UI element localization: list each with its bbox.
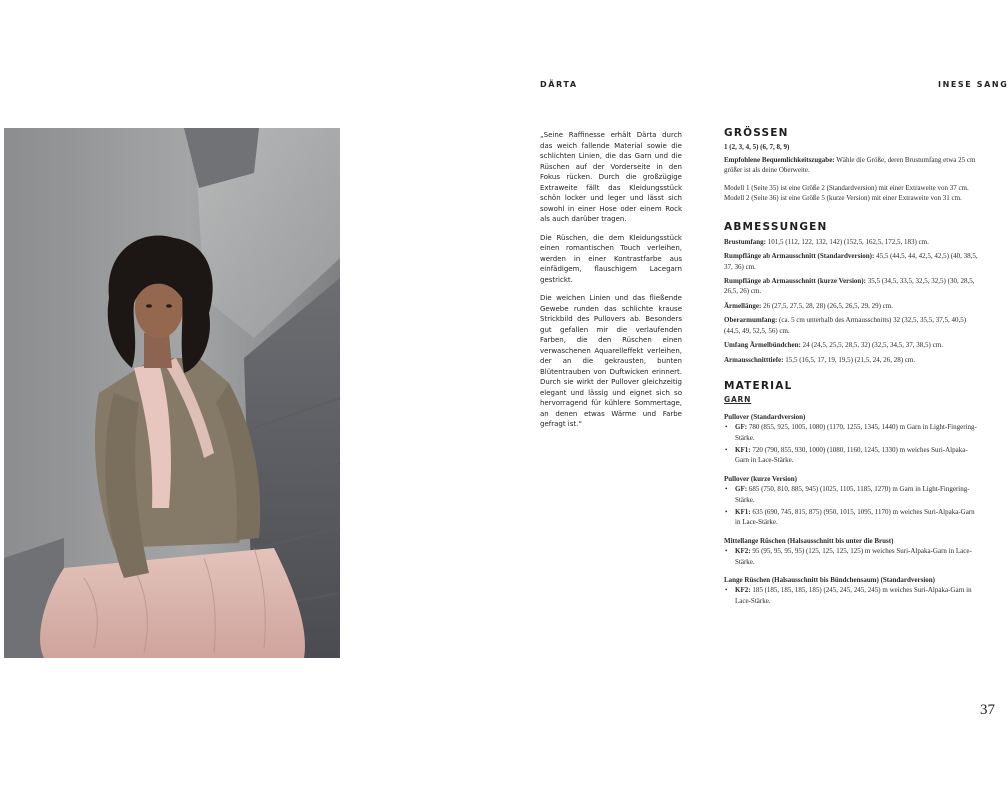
- yarn-list: [724, 422, 978, 466]
- intro-text: [540, 130, 682, 438]
- yarn-item: • KF1: 635 (690, 745, 815, 875) (950, 1015, 1095, 1170) m weiches Suri-Alpaka-Garn in Lace-Stärke.: [724, 507, 978, 528]
- running-header-author: INESE SANG: [938, 80, 1008, 89]
- ease-label: Empfohlene Bequemlichkeitszugabe:: [724, 155, 835, 164]
- ease-recommendation: [724, 155, 978, 176]
- section-heading-abmessungen: ABMESSUNGEN: [724, 221, 828, 234]
- subheading-garn: GARN: [724, 395, 752, 405]
- yarn-item: • KF1: 720 (790, 855, 930, 1000) (1080, 1160, 1245, 1330) m weiches Suri-Alpaka-Garn in Lace-Stärke.: [724, 445, 978, 466]
- yarn-list: [724, 585, 978, 606]
- yarn-group-title: Lange Rüschen (Halsausschnitt bis Bündchensaum) (Standardversion): [724, 576, 936, 584]
- measurement-item: Brustumfang: 101,5 (112, 122, 132, 142) (152,5, 162,5, 172,5, 183) cm.: [724, 237, 929, 246]
- specifications-column: [724, 128, 978, 614]
- yarn-group-title: Pullover (Standardversion): [724, 412, 806, 421]
- page-number: 37: [980, 702, 995, 718]
- yarn-item: • GF: 685 (750, 810, 885, 945) (1025, 1105, 1185, 1270) m Garn in Light-Fingering-Stärke.: [724, 484, 978, 505]
- yarn-list: [724, 546, 978, 567]
- measurement-item: Ärmellänge: 26 (27,5, 27,5, 28, 28) (26,5, 26,5, 29, 29) cm.: [724, 301, 893, 310]
- measurement-item: Rumpflänge ab Armausschnitt (Standardversion): 45,5 (44,5, 44, 42,5, 42,5) (40, 38,5, 37, 36) cm.: [724, 252, 978, 271]
- measurement-item: Rumpflänge ab Armausschnitt (kurze Version): 35,5 (34,5, 33,5, 32,5, 32,5) (30, 28,5, 26,5, 26) cm.: [724, 277, 975, 296]
- yarn-item: • KF2: 185 (185, 185, 185, 185) (245, 245, 245, 245) m weiches Suri-Alpaka-Garn in Lace-Stärke.: [724, 585, 978, 606]
- yarn-list: [724, 484, 978, 528]
- yarn-group-title: Pullover (kurze Version): [724, 474, 797, 483]
- measurement-item: Oberarmumfang: (ca. 5 cm unterhalb des Armausschnitts) 32 (32,5, 35,5, 37,5, 40,5) (44,5, 49, 52,5, 56) cm.: [724, 316, 967, 335]
- intro-paragraph: Die Rüschen, die dem Kleidungsstück einen romantischen Touch verleihen, werden in einer Kontrastfarbe aus einfädigem, flauschigem Lacegarn gestrickt.: [540, 233, 682, 284]
- intro-paragraph: Die weichen Linien und das fließende Gewebe runden das schlichte krause Strickbild des Pullovers ab. Besonders gut gefallen mir die verlaufenden Farben, die den Rüschen einen verwaschenen Aquarelleffekt verleihen, der an die gekrausten, bunten Blütentrauben von Duftwicken erinnert. Durch sie wirkt der Pullover gleichzeitig elegant und lässig und eignet sich so hervorragend für kühlere Sommertage, an denen etwas Wärme und Farbe gefragt ist.“: [540, 294, 682, 428]
- section-heading-groessen: GRÖSSEN: [724, 127, 789, 139]
- section-heading-material: MATERIAL: [724, 379, 793, 392]
- yarn-item: • KF2: 95 (95, 95, 95, 95) (125, 125, 125, 125) m weiches Suri-Alpaka-Garn in Lace-Stärke.: [724, 546, 978, 567]
- running-header-title: DÄRTA: [540, 80, 578, 89]
- size-list: 1 (2, 3, 4, 5) (6, 7, 8, 9): [724, 143, 790, 152]
- intro-paragraph: „Seine Raffinesse erhält Därta durch das weich fallende Material sowie die schlichten Linien, die das Garn und die Rüschen auf der Vorderseite in den Fokus rücken. Durch die großzügige Extraweite fällt das Kleidungsstück schön locker und leger und lässt sich sowohl in einer Hose oder einem Rock als auch darüber tragen.: [540, 131, 682, 223]
- yarn-group-title: Mittellange Rüschen (Halsausschnitt bis unter die Brust): [724, 536, 894, 545]
- measurement-item: Umfang Ärmelbündchen: 24 (24,5, 25,5, 28,5, 32) (32,5, 34,5, 37, 38,5) cm.: [724, 341, 943, 350]
- yarn-item: • GF: 780 (855, 925, 1005, 1080) (1170, 1255, 1345, 1440) m Garn in Light-Fingering-Stärke.: [724, 422, 978, 443]
- model-photo: [4, 128, 340, 658]
- model-sizes-note: Modell 1 (Seite 35) ist eine Größe 2 (Standardversion) mit einer Extraweite von 37 cm. Modell 2 (Seite 36) ist eine Größe 5 (kurze Version) mit einer Extraweite von 31 cm.: [724, 183, 969, 203]
- ease-text: Wähle die Größe, deren Brustumfang etwa 25 cm größer ist als deine Oberweite.: [724, 155, 976, 175]
- measurement-item: Armausschnitttiefe: 15,5 (16,5, 17, 19, 19,5) (21,5, 24, 26, 28) cm.: [724, 355, 916, 364]
